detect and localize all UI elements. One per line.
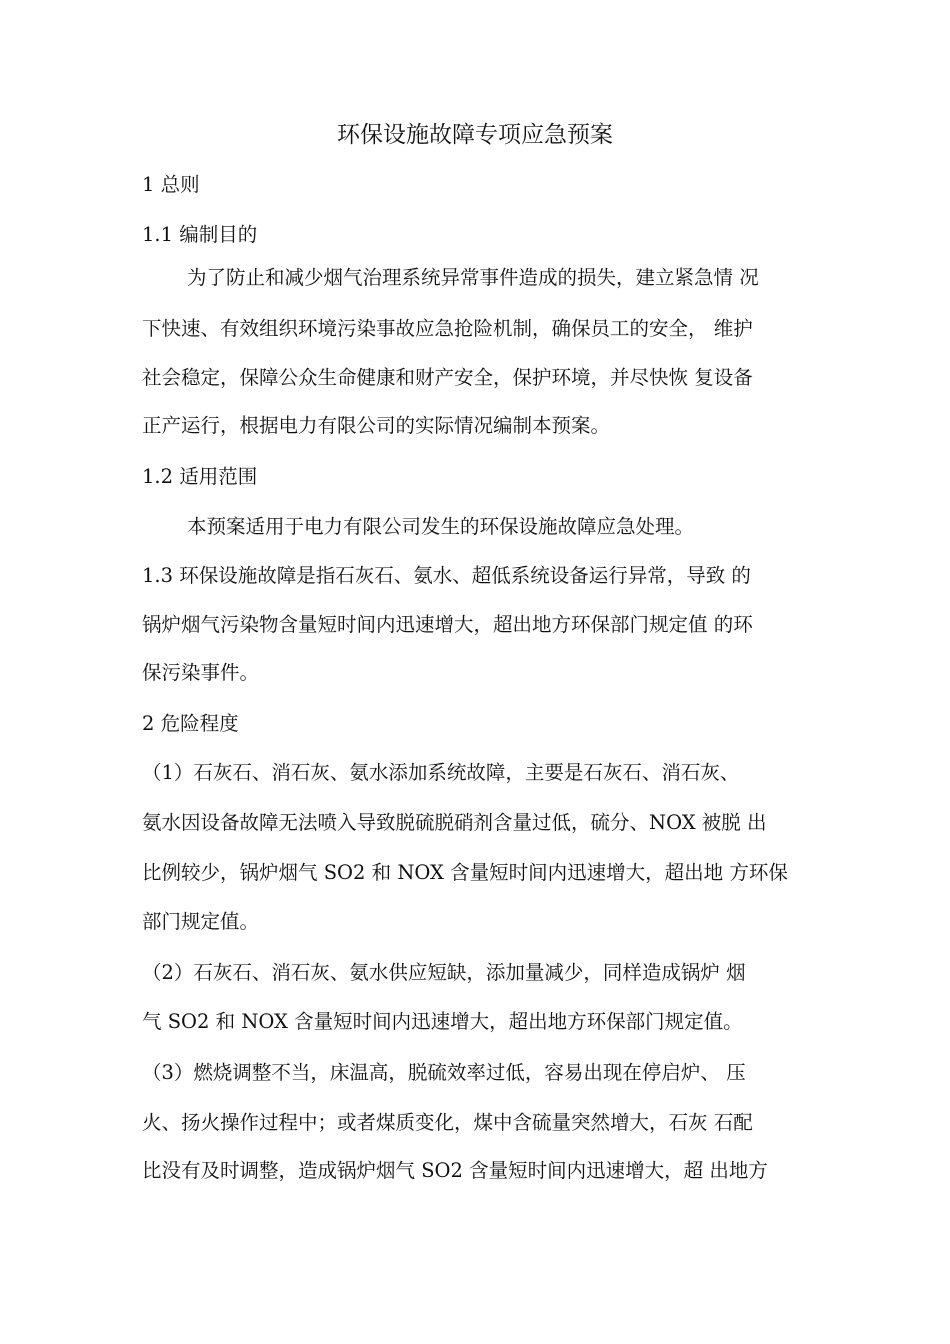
paragraph-line: （1）石灰石、消石灰、氨水添加系统故障，主要是石灰石、消石灰、 <box>142 761 740 784</box>
paragraph-line: 正产运行，根据电力有限公司的实际情况编制本预案。 <box>142 414 611 437</box>
paragraph-line: 为了防止和减少烟气治理系统异常事件造成的损失，建立紧急情 况 <box>187 266 759 289</box>
paragraph-line: 下快速、有效组织环境污染事故应急抢险机制，确保员工的安全， 维护 <box>142 317 753 340</box>
document-title: 环保设施故障专项应急预案 <box>337 122 613 148</box>
heading-scope: 1.2 适用范围 <box>142 465 258 488</box>
paragraph-line: 1.3 环保设施故障是指石灰石、氨水、超低系统设备运行异常，导致 的 <box>142 564 751 587</box>
paragraph-line: 比例较少，锅炉烟气 SO2 和 NOX 含量短时间内迅速增大，超出地 方环保 <box>142 861 788 884</box>
heading-general: 1 总则 <box>142 173 200 196</box>
paragraph-line: 社会稳定，保障公众生命健康和财产安全，保护环境，并尽快恢 复设备 <box>142 366 753 389</box>
paragraph-line: 部门规定值。 <box>142 910 260 933</box>
paragraph-line: 锅炉烟气污染物含量短时间内迅速增大，超出地方环保部门规定值 的环 <box>142 613 753 636</box>
paragraph-line: （3）燃烧调整不当，床温高，脱硫效率过低，容易出现在停启炉、 压 <box>142 1061 746 1084</box>
heading-risk-level: 2 危险程度 <box>142 712 239 735</box>
paragraph-line: 火、扬火操作过程中；或者煤质变化，煤中含硫量突然增大，石灰 石配 <box>142 1111 753 1134</box>
paragraph-line: 本预案适用于电力有限公司发生的环保设施故障应急处理。 <box>187 515 695 538</box>
paragraph-line: 氨水因设备故障无法喷入导致脱硫脱硝剂含量过低，硫分、NOX 被脱 出 <box>142 811 767 834</box>
paragraph-line: 保污染事件。 <box>142 661 260 684</box>
paragraph-line: 气 SO2 和 NOX 含量短时间内迅速增大，超出地方环保部门规定值。 <box>142 1010 743 1033</box>
paragraph-line: （2）石灰石、消石灰、氨水供应短缺，添加量减少，同样造成锅炉 烟 <box>142 961 746 984</box>
paragraph-line: 比没有及时调整，造成锅炉烟气 SO2 含量短时间内迅速增大，超 出地方 <box>142 1159 768 1182</box>
heading-purpose: 1.1 编制目的 <box>142 223 258 246</box>
